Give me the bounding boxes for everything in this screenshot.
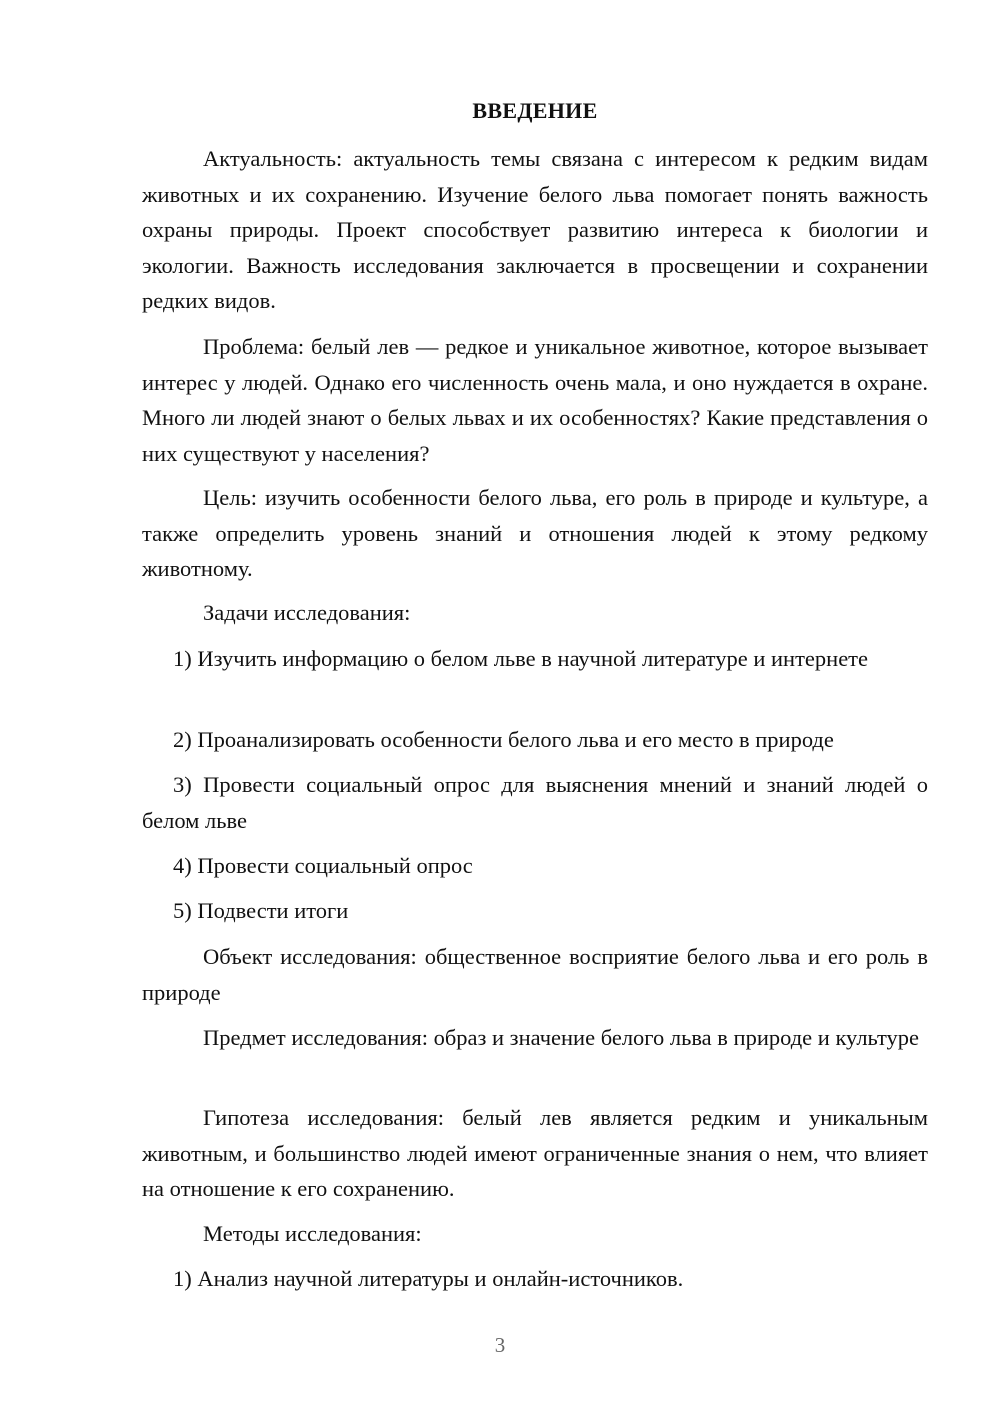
tasks-heading: Задачи исследования: [203,600,411,625]
goal-paragraph: Цель: изучить особенности белого льва, его роль в природе и культуре, а также определить уровень знаний и отношения людей к этому редкому животному. [142,485,928,581]
task-item-4: 4) Провести социальный опрос [173,853,473,878]
subject-paragraph: Предмет исследования: образ и значение белого льва в природе и культуре [203,1025,919,1050]
object-paragraph: Объект исследования: общественное восприятие белого льва и его роль в природе [142,944,928,1005]
relevance-paragraph: Актуальность: актуальность темы связана с интересом к редким видам животных и их сохранению. Изучение белого льва помогает понять важность охраны природы. Проект способствует развитию интереса к биологии и экологии. Важность исследования заключается в просвещении и сохранении редких видов. [142,146,928,313]
task-item-1: 1) Изучить информацию о белом льве в научной литературе и интернете [173,646,868,671]
task-item-2: 2) Проанализировать особенности белого льва и его место в природе [173,727,834,752]
task-item-5: 5) Подвести итоги [173,898,349,923]
method-item-1: 1) Анализ научной литературы и онлайн-источников. [173,1266,684,1291]
task-item-3: 3) Провести социальный опрос для выяснения мнений и знаний людей о белом льве [142,772,928,833]
problem-paragraph: Проблема: белый лев — редкое и уникальное животное, которое вызывает интерес у людей. Однако его численность очень мала, и оно нуждается в охране. Много ли людей знают о белых львах и их особенностях? Какие представления о них существуют у населения? [142,334,928,466]
section-heading: ВВЕДЕНИЕ [472,98,598,123]
methods-heading: Методы исследования: [203,1221,422,1246]
page-number: 3 [494,1333,506,1357]
hypothesis-paragraph: Гипотеза исследования: белый лев является редким и уникальным животным, и большинство людей имеют ограниченные знания о нем, что влияет на отношение к его сохранению. [142,1105,928,1201]
